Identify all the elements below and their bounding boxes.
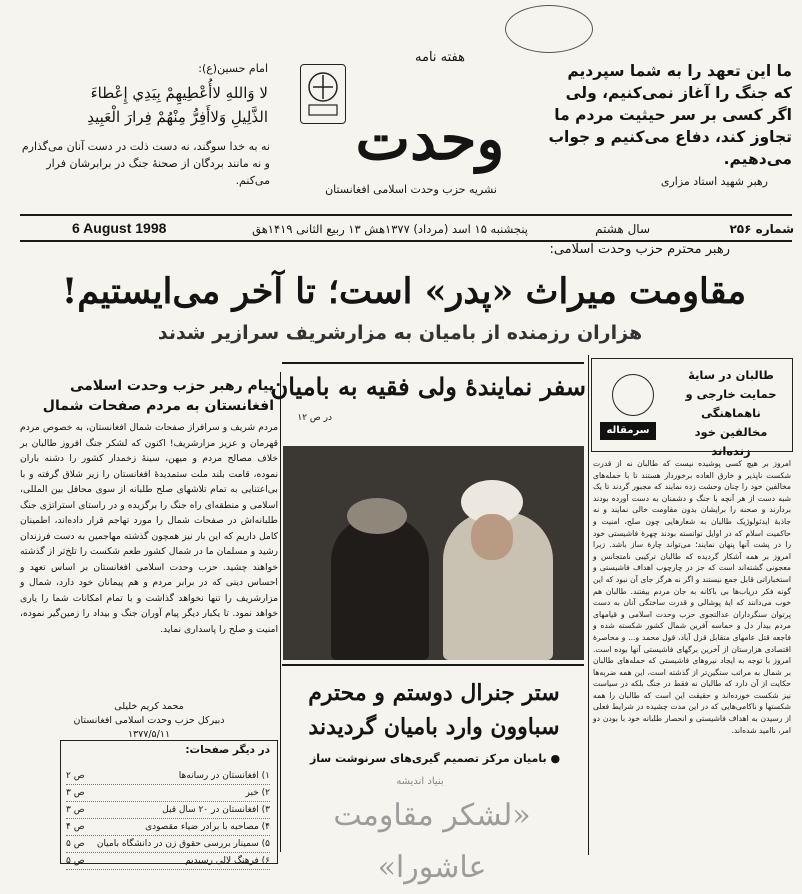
message-body: مردم شریف و سرافراز صفحات شمال افغانستان، به خصوص مردم قهرمان و عزیز مزارشریف! اکنون که لشکر جنگ افروز طالبان بر خلاف مصالح مردم و میهن، سینهٔ زخمدار کشور را دشنه باران نموده، قامت بلند ملت ستمدیدهٔ افغانستان را زیر شلاق گرفته و با بی‌اعتنایی به تمام تلاشهای صلح طلبانه از سوی محافل بین المللی، اسلامی و منطقه‌ای راه جنگ را برگزیده و در راستای استراتژی جنگ طلبانه‌اش در صفحات شمال را مورد تهاجم قرار داده‌اند، اطمینان کامل داریم که این بار نیز همچون گذشته مهاجمین به دست فرزندان رشید و مسلمان ما در شمال کشور طعم شکست را تلخ‌تر از گذشته خواهند چشید. حزب وحدت اسلامی افغانستان بر اساس تعهد و احساس دینی که در برابر مردم و هم پیمانان خود دارد، شمال و مزارشریف را تنها نخواهد گذاشت و با تمام امکانات شما را یاری خواهد نمود. تا یکبار دیگر پیام آوران جنگ و بیداد را زمین‌گیر نموده، امنیت و صلح را پاسداری نماید. xyxy=(20,422,278,635)
toc-item[interactable]: ۲) خبر ص ۳ xyxy=(66,785,270,802)
editorial-body: امروز بر هیچ کسی پوشیده نیست که طالبان نه از قدرت شکست ناپذیر و خارق العاده برخوردار هستند تا با حمله‌های مخالفین خود را چنان وحشت زده نمایند که مجبور گردند تا یک شبه دست از هر آنچه با جنگ و دشمنان به دست آورده بودند بردارند و صحنه را برایشان بدون مقاومت خالی نمایند و نه جاذبهٔ ایدئولوژیک طالبان به شعارهایی چون صلح، امنیت و حاکمیت اسلام که در اوایل توانسته بودند چهرهٔ فاشیستی خود را در پشت آنها پنهان نمایند؛ می‌تواند چارهٔ ساز باشد. زیرا امروز بر همه آشکار گردیده که طالبان ترکیبی نامتجانس و معجونی گشته‌اند است که جز در چارچوب اهداف فاشیستی و استخباراتی قابل جمع نیستند و اگر نه هرگز جای آن نبود که این گونه فکر دریاب‌ها بی باکانه به جان مردم بیفتند. طالبان هم خوب می‌دانند که ایهٔ پوشالی و قدرت ساختگی آنان به دست پرتوان سنگرداران عدالتجوی حزب وحدت اسلامی و قیامهای مردم بیدار دل و حماسه آفرین شمال کشور شکسته شده و فاجعه قتل عامهای متقابل قزل آباد، قول محمد و... و محاصرهٔ اقتصادی هزارستان از آخرین برگهای فاشیستی آنها بوده است. امروز با توجه به ایجاد نیروهای فاشیستی که حمله‌های طالبان بر شمال به مراتب سنگین‌تر از گذشته است، این همه ضربه‌ها حکایت از آن دارد که طالبان نه فقط در جنگ بلکه در سیاست نیز شکست خورده‌اند و حقیقت این است که طالبان را همه شکستها و ناکامی‌هایی که در این مدت چشیده در شرایط فعلی از رسیدن به اهداف فاشیستی و انحصار طلبانه خود با بودن دو امر، ناامید شده‌اند. xyxy=(593,459,791,735)
dostum-headline: ستر جنرال دوستم و محترم سباوون وارد بامیان گردیدند xyxy=(308,680,560,740)
arabic-quote-line-1: لا وَاللهِ لاأُعْطِيهِمْ بِيَدِي إِعْطاءَ xyxy=(90,84,268,102)
news-photo xyxy=(283,446,584,660)
bamiyan-visit-headline: سفر نمایندهٔ ولی فقیه به بامیان xyxy=(270,372,586,401)
message-title: پیام رهبر حزب وحدت اسلامی افغانستان به مردم صفحات شمال xyxy=(42,378,274,414)
signature-title: دبیرکل حزب وحدت اسلامی افغانستان xyxy=(73,715,225,726)
signature-date: ۱۳۷۷/۵/۱۱ xyxy=(127,729,171,740)
library-stamp xyxy=(505,5,593,53)
toc-item[interactable]: ۴) مصاحبه با برادر ضیاء مقصودی ص ۴ xyxy=(66,819,270,836)
lead-headline: مقاومت میراث «پدر» است؛ تا آخر می‌ایستیم! xyxy=(61,271,747,312)
photo-turban-left xyxy=(347,498,407,534)
rule-col-left xyxy=(280,372,281,852)
rule-col-right xyxy=(588,355,589,855)
imam-quote-translation: نه به خدا سوگند، نه دست ذلت در دست آنان می‌گذارم و نه مانند بردگان از صحنهٔ جنگ در برابرشان فرار می‌کنم. xyxy=(21,140,270,187)
lead-kicker: رهبر محترم حزب وحدت اسلامی: xyxy=(549,242,730,257)
photo-face-right xyxy=(471,514,513,560)
issue-number: شماره ۲۵۶ xyxy=(729,222,794,236)
photo-figure-left xyxy=(331,516,429,660)
masthead-quote: ما این تعهد را به شما سپردیم که جنگ را آغاز نمی‌کنیم، ولی اگر کسی بر سر حیثیت مردم ما تجاوز کند، دفاع می‌کنیم و جواب می‌دهیم. xyxy=(548,62,792,168)
rule-top xyxy=(20,214,792,216)
rule-center-top xyxy=(282,362,584,364)
weekly-label: هفته نامه xyxy=(415,50,465,65)
date-persian: پنجشنبه ۱۵ اسد (مرداد) ۱۳۷۷هش ۱۳ ربیع الثانی ۱۴۱۹هق xyxy=(252,222,528,236)
toc-item[interactable]: ۵) سمینار بررسی حقوق زن در دانشگاه بامیان ص ۵ xyxy=(66,836,270,853)
toc-item[interactable]: ۱) افغانستان در رسانه‌ها ص ۲ xyxy=(66,768,270,785)
masthead-subtitle: نشریه حزب وحدت اسلامی افغانستان xyxy=(325,183,497,196)
masthead-quote-attribution: رهبر شهید استاد مزاری xyxy=(660,175,768,188)
signature-name: محمد کریم خلیلی xyxy=(114,701,184,712)
message-signature xyxy=(20,700,278,742)
rule-center-mid xyxy=(282,664,584,666)
toc-list xyxy=(66,768,270,870)
bamiyan-bullet: ● بامیان مرکز تصمیم گیری‌های سرنوشت ساز xyxy=(309,752,561,765)
ashura-headline: «لشکر مقاومت عاشورا» xyxy=(333,798,531,885)
editorial-emblem-icon xyxy=(612,374,654,416)
toc-item[interactable]: ۳) افغانستان در ۲۰ سال قبل ص ۳ xyxy=(66,802,270,819)
lead-subheadline: هزاران رزمنده از بامیان به مزارشریف سرازیر شدند xyxy=(157,322,643,344)
watermark-text: بنیاد اندیشه xyxy=(396,776,444,787)
editorial-label: سرمقاله xyxy=(600,422,656,440)
toc-item[interactable]: ۶) فرهنگ لالی رسیدیم ص ۵ xyxy=(66,853,270,870)
editorial-title: طالبان در سایهٔ حمایت خارجی و ناهماهنگی مخالفین خود زنده‌اند xyxy=(685,368,777,458)
page-reference: در ص ۱۲ xyxy=(297,413,332,423)
date-english: 6 August 1998 xyxy=(72,220,167,236)
masthead-title: وحدت xyxy=(355,105,505,173)
imam-quote-label: امام حسین(ع): xyxy=(198,62,268,75)
toc-title: در دیگر صفحات: xyxy=(185,744,270,756)
volume-year: سال هشتم xyxy=(595,222,650,236)
arabic-quote-line-2: الذَّلِيلِ وَلاأَفِرُّ مِنْهُمْ فِرارَ الْعَبِيدِ xyxy=(87,108,268,126)
